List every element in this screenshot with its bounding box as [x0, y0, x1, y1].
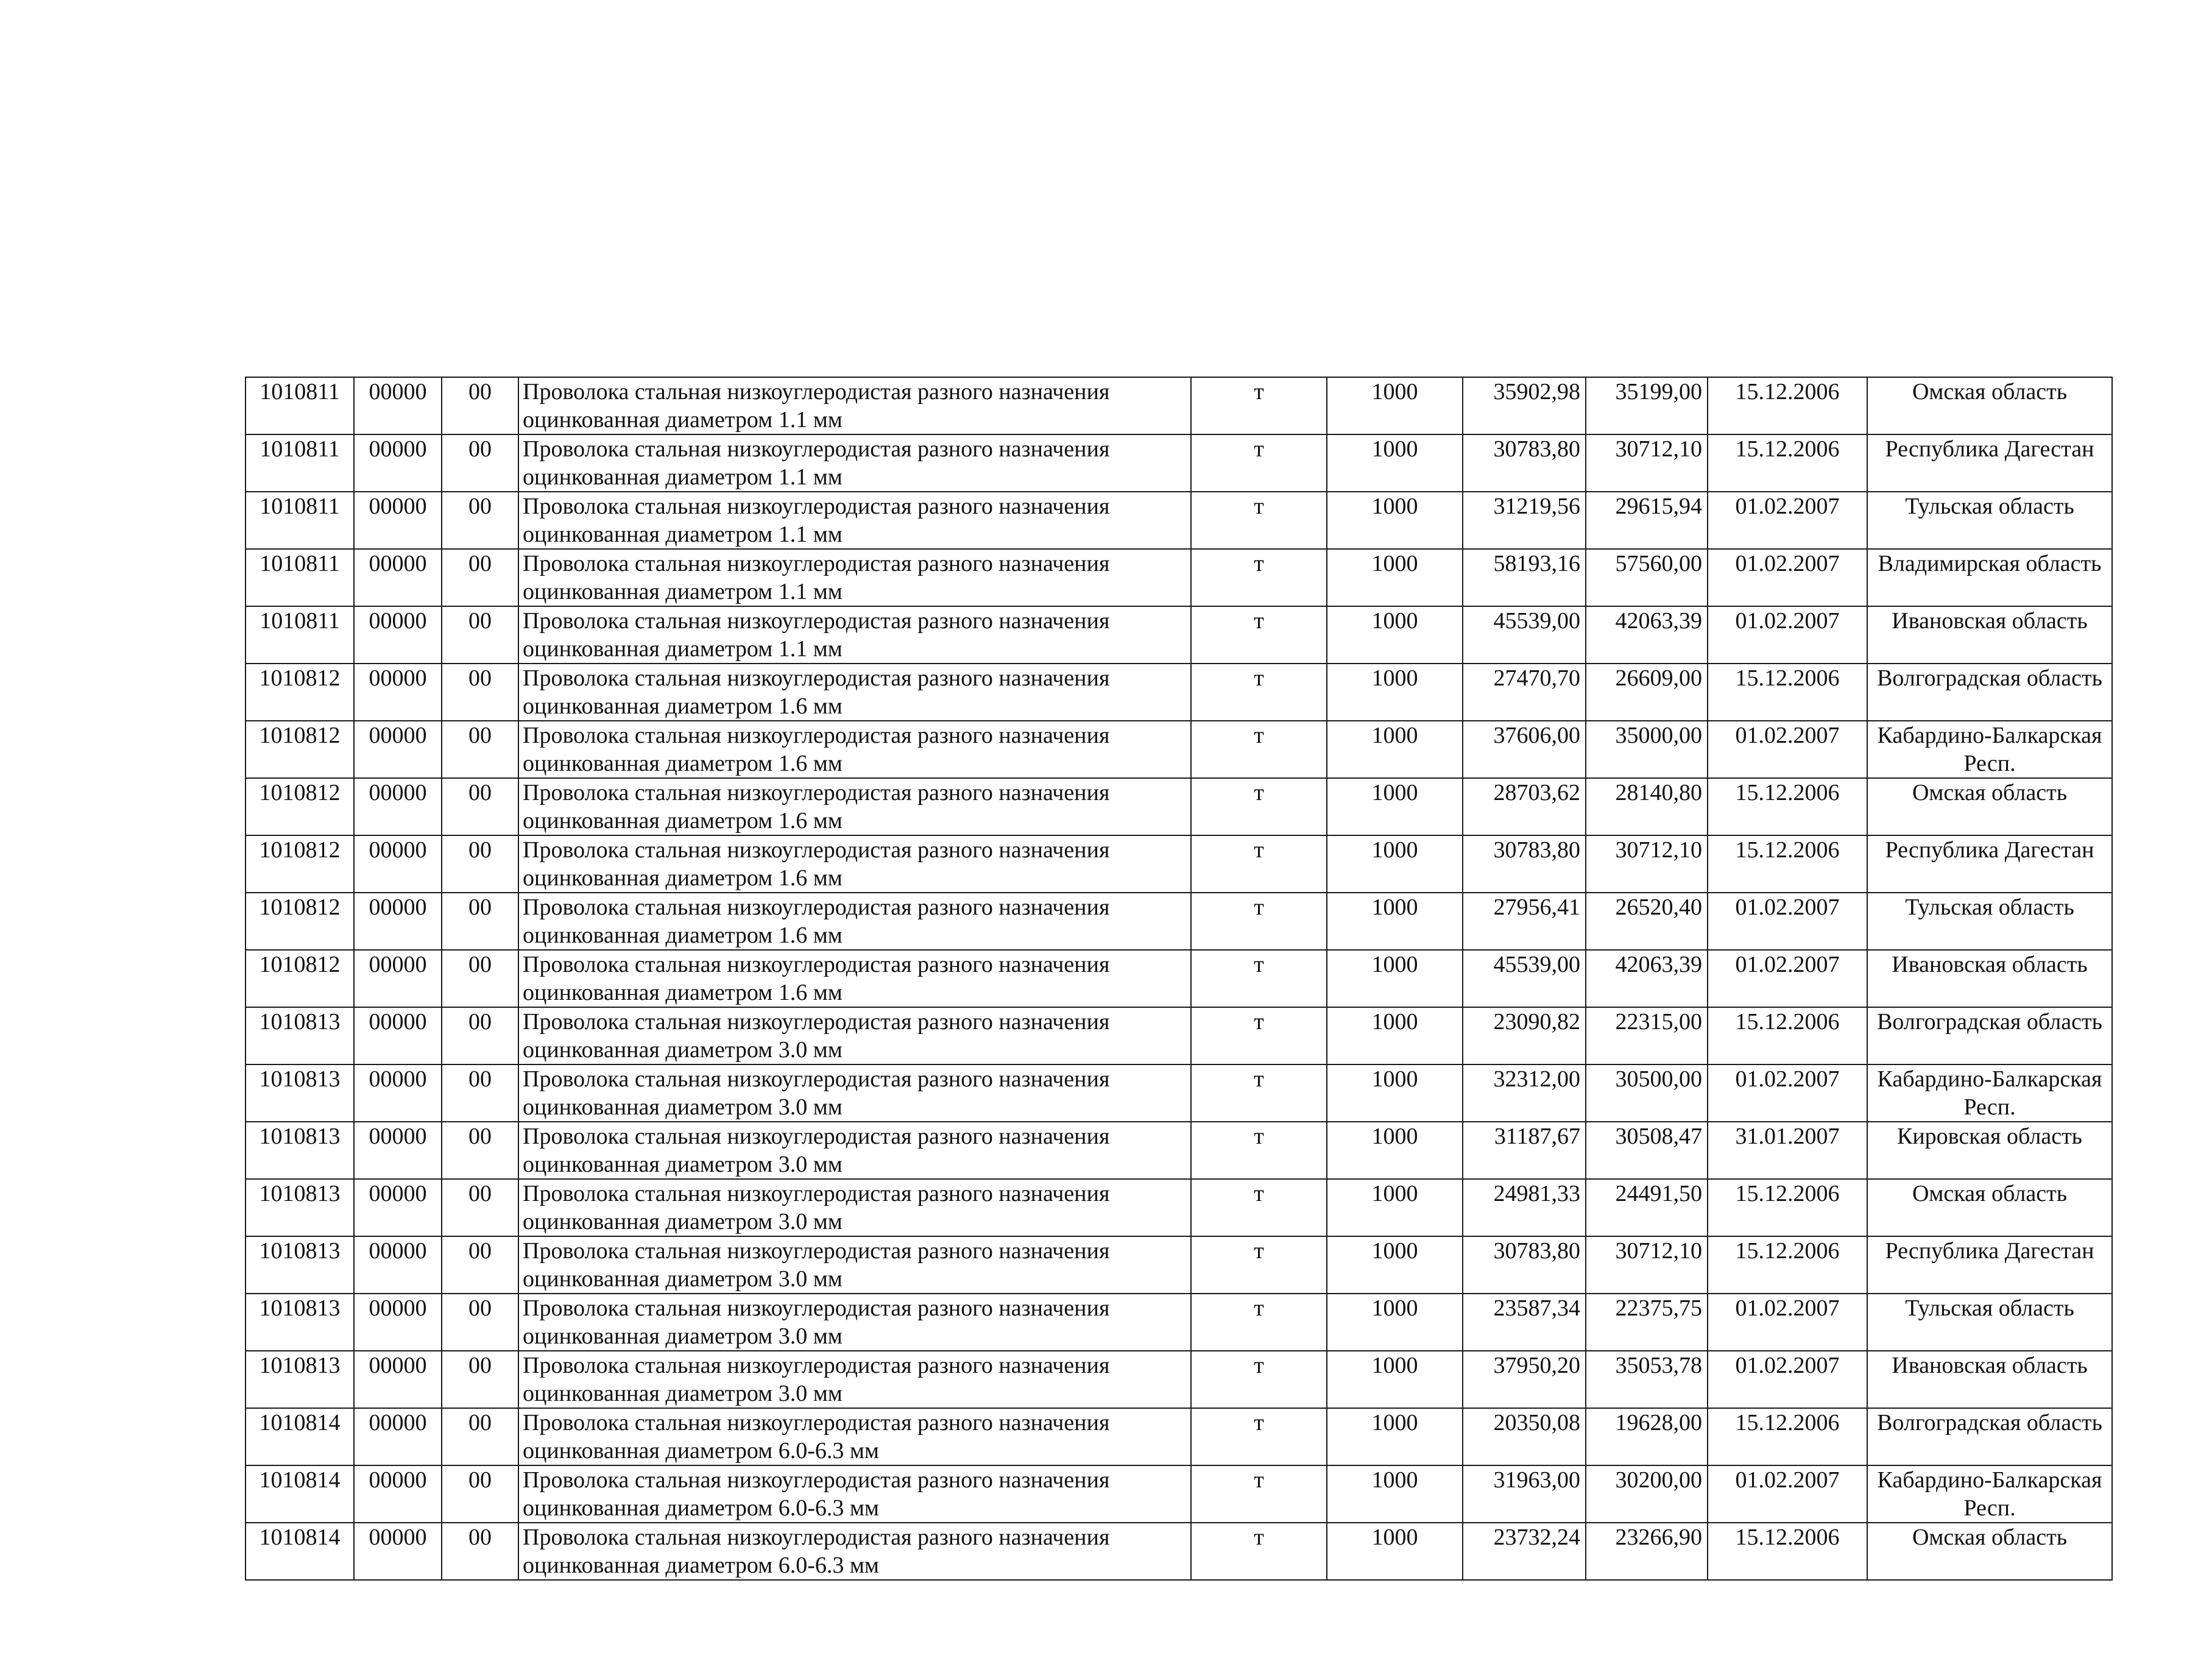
product-code-cell: 1010813: [246, 1294, 354, 1351]
product-code-cell: 1010811: [246, 549, 354, 606]
group-cell: 00: [442, 950, 518, 1007]
price-table: [245, 377, 2113, 1581]
quantity-cell: 1000: [1327, 1122, 1463, 1179]
unit-cell: т: [1191, 664, 1327, 721]
group-cell: 00: [442, 721, 518, 778]
region-cell: Волгоградская область: [1867, 664, 2112, 721]
date-cell: 01.02.2007: [1708, 492, 1867, 549]
price-cell: 30712,10: [1586, 434, 1708, 492]
date-cell: 01.02.2007: [1708, 549, 1867, 606]
price-cell: 23266,90: [1586, 1523, 1708, 1580]
subcode-cell: 00000: [354, 606, 442, 664]
subcode-cell: 00000: [354, 492, 442, 549]
table-row: [246, 606, 2112, 664]
table-row: [246, 1408, 2112, 1465]
unit-cell: т: [1191, 1351, 1327, 1408]
quantity-cell: 1000: [1327, 721, 1463, 778]
product-code-cell: 1010811: [246, 492, 354, 549]
price-cell: 23732,24: [1463, 1523, 1586, 1580]
product-code-cell: 1010811: [246, 377, 354, 434]
date-cell: 15.12.2006: [1708, 1236, 1867, 1294]
unit-cell: т: [1191, 492, 1327, 549]
date-cell: 15.12.2006: [1708, 1408, 1867, 1465]
quantity-cell: 1000: [1327, 664, 1463, 721]
table-row: [246, 1351, 2112, 1408]
price-cell: 30508,47: [1586, 1122, 1708, 1179]
group-cell: 00: [442, 1294, 518, 1351]
price-cell: 37950,20: [1463, 1351, 1586, 1408]
product-name-cell: Проволока стальная низкоуглеродистая разного назначения оцинкованная диаметром 1.6 мм: [518, 893, 1191, 950]
price-cell: 30712,10: [1586, 1236, 1708, 1294]
region-cell: Республика Дагестан: [1867, 835, 2112, 893]
price-cell: 32312,00: [1463, 1064, 1586, 1122]
group-cell: 00: [442, 893, 518, 950]
region-cell: Владимирская область: [1867, 549, 2112, 606]
date-cell: 31.01.2007: [1708, 1122, 1867, 1179]
group-cell: 00: [442, 664, 518, 721]
group-cell: 00: [442, 1523, 518, 1580]
price-cell: 24491,50: [1586, 1179, 1708, 1236]
product-code-cell: 1010813: [246, 1236, 354, 1294]
price-cell: 27956,41: [1463, 893, 1586, 950]
price-cell: 24981,33: [1463, 1179, 1586, 1236]
product-name-cell: Проволока стальная низкоуглеродистая разного назначения оцинкованная диаметром 3.0 мм: [518, 1294, 1191, 1351]
table-row: [246, 549, 2112, 606]
price-cell: 20350,08: [1463, 1408, 1586, 1465]
subcode-cell: 00000: [354, 434, 442, 492]
region-cell: Волгоградская область: [1867, 1408, 2112, 1465]
region-cell: Омская область: [1867, 377, 2112, 434]
product-code-cell: 1010812: [246, 950, 354, 1007]
subcode-cell: 00000: [354, 835, 442, 893]
date-cell: 15.12.2006: [1708, 1007, 1867, 1064]
quantity-cell: 1000: [1327, 549, 1463, 606]
table-row: [246, 1523, 2112, 1580]
product-code-cell: 1010812: [246, 721, 354, 778]
unit-cell: т: [1191, 1294, 1327, 1351]
product-code-cell: 1010812: [246, 835, 354, 893]
subcode-cell: 00000: [354, 1465, 442, 1523]
group-cell: 00: [442, 1122, 518, 1179]
subcode-cell: 00000: [354, 1007, 442, 1064]
price-cell: 26520,40: [1586, 893, 1708, 950]
date-cell: 01.02.2007: [1708, 721, 1867, 778]
subcode-cell: 00000: [354, 1294, 442, 1351]
price-cell: 22315,00: [1586, 1007, 1708, 1064]
unit-cell: т: [1191, 721, 1327, 778]
price-cell: 30500,00: [1586, 1064, 1708, 1122]
table-row: [246, 950, 2112, 1007]
product-name-cell: Проволока стальная низкоуглеродистая разного назначения оцинкованная диаметром 3.0 мм: [518, 1064, 1191, 1122]
region-cell: Ивановская область: [1867, 950, 2112, 1007]
unit-cell: т: [1191, 1179, 1327, 1236]
group-cell: 00: [442, 1408, 518, 1465]
product-name-cell: Проволока стальная низкоуглеродистая разного назначения оцинкованная диаметром 1.1 мм: [518, 377, 1191, 434]
region-cell: Омская область: [1867, 1179, 2112, 1236]
unit-cell: т: [1191, 434, 1327, 492]
unit-cell: т: [1191, 778, 1327, 835]
product-code-cell: 1010814: [246, 1408, 354, 1465]
date-cell: 01.02.2007: [1708, 606, 1867, 664]
price-cell: 28140,80: [1586, 778, 1708, 835]
product-name-cell: Проволока стальная низкоуглеродистая разного назначения оцинкованная диаметром 1.6 мм: [518, 721, 1191, 778]
table-row: [246, 377, 2112, 434]
product-code-cell: 1010813: [246, 1351, 354, 1408]
quantity-cell: 1000: [1327, 492, 1463, 549]
date-cell: 15.12.2006: [1708, 778, 1867, 835]
quantity-cell: 1000: [1327, 893, 1463, 950]
product-name-cell: Проволока стальная низкоуглеродистая разного назначения оцинкованная диаметром 1.1 мм: [518, 549, 1191, 606]
unit-cell: т: [1191, 835, 1327, 893]
price-cell: 30712,10: [1586, 835, 1708, 893]
subcode-cell: 00000: [354, 950, 442, 1007]
group-cell: 00: [442, 549, 518, 606]
subcode-cell: 00000: [354, 1179, 442, 1236]
unit-cell: т: [1191, 950, 1327, 1007]
table-row: [246, 1294, 2112, 1351]
table-row: [246, 835, 2112, 893]
quantity-cell: 1000: [1327, 1236, 1463, 1294]
price-cell: 30783,80: [1463, 434, 1586, 492]
quantity-cell: 1000: [1327, 1465, 1463, 1523]
unit-cell: т: [1191, 1236, 1327, 1294]
table-row: [246, 1007, 2112, 1064]
table-row: [246, 1064, 2112, 1122]
product-name-cell: Проволока стальная низкоуглеродистая разного назначения оцинкованная диаметром 1.1 мм: [518, 606, 1191, 664]
group-cell: 00: [442, 1179, 518, 1236]
quantity-cell: 1000: [1327, 835, 1463, 893]
product-code-cell: 1010813: [246, 1064, 354, 1122]
date-cell: 15.12.2006: [1708, 1179, 1867, 1236]
price-cell: 42063,39: [1586, 606, 1708, 664]
group-cell: 00: [442, 434, 518, 492]
product-name-cell: Проволока стальная низкоуглеродистая разного назначения оцинкованная диаметром 3.0 мм: [518, 1236, 1191, 1294]
unit-cell: т: [1191, 1064, 1327, 1122]
product-name-cell: Проволока стальная низкоуглеродистая разного назначения оцинкованная диаметром 3.0 мм: [518, 1122, 1191, 1179]
subcode-cell: 00000: [354, 893, 442, 950]
unit-cell: т: [1191, 549, 1327, 606]
date-cell: 01.02.2007: [1708, 1465, 1867, 1523]
price-cell: 35902,98: [1463, 377, 1586, 434]
date-cell: 15.12.2006: [1708, 1523, 1867, 1580]
region-cell: Ивановская область: [1867, 1351, 2112, 1408]
group-cell: 00: [442, 1007, 518, 1064]
price-cell: 35199,00: [1586, 377, 1708, 434]
quantity-cell: 1000: [1327, 606, 1463, 664]
quantity-cell: 1000: [1327, 1179, 1463, 1236]
table-row: [246, 664, 2112, 721]
quantity-cell: 1000: [1327, 1007, 1463, 1064]
product-code-cell: 1010812: [246, 664, 354, 721]
product-name-cell: Проволока стальная низкоуглеродистая разного назначения оцинкованная диаметром 1.6 мм: [518, 778, 1191, 835]
group-cell: 00: [442, 1064, 518, 1122]
quantity-cell: 1000: [1327, 434, 1463, 492]
subcode-cell: 00000: [354, 1064, 442, 1122]
subcode-cell: 00000: [354, 664, 442, 721]
price-cell: 28703,62: [1463, 778, 1586, 835]
quantity-cell: 1000: [1327, 1064, 1463, 1122]
date-cell: 01.02.2007: [1708, 950, 1867, 1007]
group-cell: 00: [442, 1351, 518, 1408]
subcode-cell: 00000: [354, 721, 442, 778]
unit-cell: т: [1191, 1523, 1327, 1580]
product-name-cell: Проволока стальная низкоуглеродистая разного назначения оцинкованная диаметром 6.0-6.3 мм: [518, 1465, 1191, 1523]
price-cell: 45539,00: [1463, 950, 1586, 1007]
table-row: [246, 434, 2112, 492]
quantity-cell: 1000: [1327, 1408, 1463, 1465]
product-name-cell: Проволока стальная низкоуглеродистая разного назначения оцинкованная диаметром 1.1 мм: [518, 434, 1191, 492]
unit-cell: т: [1191, 1007, 1327, 1064]
group-cell: 00: [442, 606, 518, 664]
group-cell: 00: [442, 835, 518, 893]
unit-cell: т: [1191, 1122, 1327, 1179]
quantity-cell: 1000: [1327, 377, 1463, 434]
price-cell: 22375,75: [1586, 1294, 1708, 1351]
date-cell: 15.12.2006: [1708, 434, 1867, 492]
table-row: [246, 1465, 2112, 1523]
product-name-cell: Проволока стальная низкоуглеродистая разного назначения оцинкованная диаметром 3.0 мм: [518, 1179, 1191, 1236]
table-row: [246, 1236, 2112, 1294]
price-cell: 37606,00: [1463, 721, 1586, 778]
subcode-cell: 00000: [354, 1236, 442, 1294]
subcode-cell: 00000: [354, 1351, 442, 1408]
unit-cell: т: [1191, 606, 1327, 664]
price-cell: 35000,00: [1586, 721, 1708, 778]
table-body: [246, 377, 2112, 1580]
price-cell: 30783,80: [1463, 835, 1586, 893]
region-cell: Тульская область: [1867, 492, 2112, 549]
group-cell: 00: [442, 377, 518, 434]
subcode-cell: 00000: [354, 1523, 442, 1580]
price-cell: 31187,67: [1463, 1122, 1586, 1179]
date-cell: 15.12.2006: [1708, 835, 1867, 893]
price-cell: 30200,00: [1586, 1465, 1708, 1523]
unit-cell: т: [1191, 377, 1327, 434]
region-cell: Омская область: [1867, 1523, 2112, 1580]
date-cell: 15.12.2006: [1708, 377, 1867, 434]
date-cell: 01.02.2007: [1708, 1064, 1867, 1122]
region-cell: Кировская область: [1867, 1122, 2112, 1179]
region-cell: Тульская область: [1867, 1294, 2112, 1351]
product-code-cell: 1010812: [246, 893, 354, 950]
group-cell: 00: [442, 778, 518, 835]
group-cell: 00: [442, 1236, 518, 1294]
region-cell: Волгоградская область: [1867, 1007, 2112, 1064]
product-code-cell: 1010814: [246, 1523, 354, 1580]
price-cell: 42063,39: [1586, 950, 1708, 1007]
price-cell: 19628,00: [1586, 1408, 1708, 1465]
price-cell: 23587,34: [1463, 1294, 1586, 1351]
table-row: [246, 1179, 2112, 1236]
product-name-cell: Проволока стальная низкоуглеродистая разного назначения оцинкованная диаметром 6.0-6.3 мм: [518, 1523, 1191, 1580]
price-cell: 58193,16: [1463, 549, 1586, 606]
region-cell: Кабардино-Балкарская Респ.: [1867, 1465, 2112, 1523]
group-cell: 00: [442, 492, 518, 549]
product-name-cell: Проволока стальная низкоуглеродистая разного назначения оцинкованная диаметром 1.6 мм: [518, 950, 1191, 1007]
product-code-cell: 1010813: [246, 1122, 354, 1179]
region-cell: Тульская область: [1867, 893, 2112, 950]
product-code-cell: 1010811: [246, 434, 354, 492]
subcode-cell: 00000: [354, 377, 442, 434]
table-row: [246, 721, 2112, 778]
region-cell: Омская область: [1867, 778, 2112, 835]
subcode-cell: 00000: [354, 1122, 442, 1179]
region-cell: Республика Дагестан: [1867, 1236, 2112, 1294]
price-cell: 29615,94: [1586, 492, 1708, 549]
price-cell: 27470,70: [1463, 664, 1586, 721]
table-row: [246, 893, 2112, 950]
region-cell: Ивановская область: [1867, 606, 2112, 664]
table-row: [246, 492, 2112, 549]
unit-cell: т: [1191, 1408, 1327, 1465]
table-row: [246, 778, 2112, 835]
region-cell: Кабардино-Балкарская Респ.: [1867, 1064, 2112, 1122]
product-name-cell: Проволока стальная низкоуглеродистая разного назначения оцинкованная диаметром 1.6 мм: [518, 835, 1191, 893]
group-cell: 00: [442, 1465, 518, 1523]
price-cell: 30783,80: [1463, 1236, 1586, 1294]
price-cell: 57560,00: [1586, 549, 1708, 606]
product-name-cell: Проволока стальная низкоуглеродистая разного назначения оцинкованная диаметром 1.1 мм: [518, 492, 1191, 549]
price-cell: 45539,00: [1463, 606, 1586, 664]
product-code-cell: 1010814: [246, 1465, 354, 1523]
product-code-cell: 1010813: [246, 1179, 354, 1236]
date-cell: 01.02.2007: [1708, 1294, 1867, 1351]
product-code-cell: 1010813: [246, 1007, 354, 1064]
table-row: [246, 1122, 2112, 1179]
price-cell: 31963,00: [1463, 1465, 1586, 1523]
quantity-cell: 1000: [1327, 950, 1463, 1007]
price-cell: 26609,00: [1586, 664, 1708, 721]
product-name-cell: Проволока стальная низкоуглеродистая разного назначения оцинкованная диаметром 3.0 мм: [518, 1351, 1191, 1408]
subcode-cell: 00000: [354, 549, 442, 606]
region-cell: Кабардино-Балкарская Респ.: [1867, 721, 2112, 778]
product-code-cell: 1010811: [246, 606, 354, 664]
product-name-cell: Проволока стальная низкоуглеродистая разного назначения оцинкованная диаметром 3.0 мм: [518, 1007, 1191, 1064]
price-cell: 31219,56: [1463, 492, 1586, 549]
unit-cell: т: [1191, 1465, 1327, 1523]
date-cell: 15.12.2006: [1708, 664, 1867, 721]
quantity-cell: 1000: [1327, 778, 1463, 835]
date-cell: 01.02.2007: [1708, 1351, 1867, 1408]
quantity-cell: 1000: [1327, 1351, 1463, 1408]
product-name-cell: Проволока стальная низкоуглеродистая разного назначения оцинкованная диаметром 6.0-6.3 мм: [518, 1408, 1191, 1465]
unit-cell: т: [1191, 893, 1327, 950]
subcode-cell: 00000: [354, 778, 442, 835]
product-name-cell: Проволока стальная низкоуглеродистая разного назначения оцинкованная диаметром 1.6 мм: [518, 664, 1191, 721]
quantity-cell: 1000: [1327, 1523, 1463, 1580]
subcode-cell: 00000: [354, 1408, 442, 1465]
product-code-cell: 1010812: [246, 778, 354, 835]
region-cell: Республика Дагестан: [1867, 434, 2112, 492]
price-cell: 23090,82: [1463, 1007, 1586, 1064]
quantity-cell: 1000: [1327, 1294, 1463, 1351]
date-cell: 01.02.2007: [1708, 893, 1867, 950]
price-cell: 35053,78: [1586, 1351, 1708, 1408]
